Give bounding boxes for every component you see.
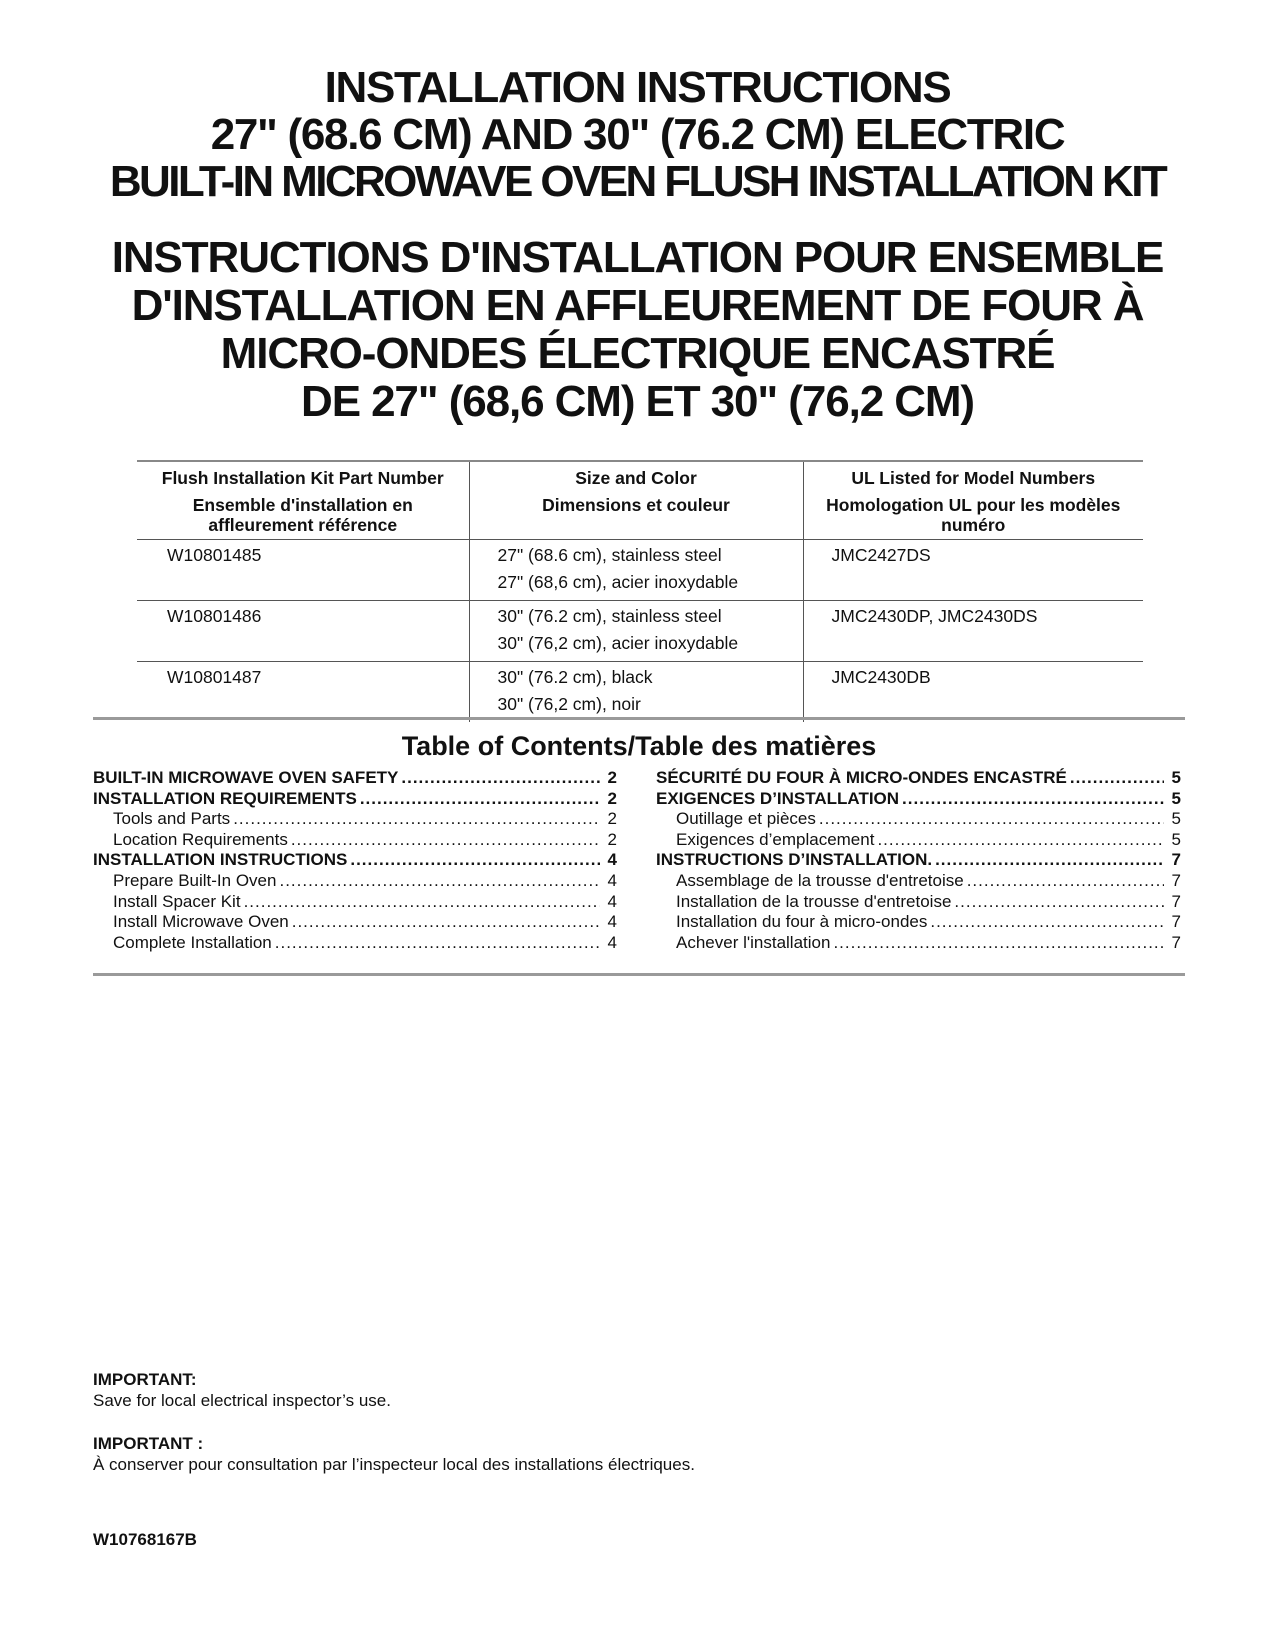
- toc-entry[interactable]: [93, 789, 617, 810]
- toc-page-number: 7: [1171, 850, 1181, 870]
- toc-page-number: 5: [1171, 829, 1181, 849]
- toc-leader: [275, 933, 600, 954]
- toc-leader: [930, 912, 1164, 933]
- toc-entry-text: Assemblage de la trousse d'entretoise: [676, 870, 964, 890]
- toc-leader: [350, 850, 600, 871]
- size-color-cell: [469, 540, 803, 601]
- toc-leader: [833, 933, 1164, 954]
- important-note-fr: [93, 1433, 695, 1475]
- divider-bottom: [93, 973, 1185, 976]
- toc-page-number: 2: [607, 809, 617, 829]
- toc-leader: [877, 830, 1164, 851]
- toc-leader: [967, 871, 1164, 892]
- toc-entry[interactable]: [656, 830, 1181, 851]
- toc-entry-text: Location Requirements: [113, 829, 288, 849]
- toc-entry-text: Installation du four à micro-ondes: [676, 912, 928, 932]
- toc-entry-text: Exigences d’emplacement: [676, 829, 875, 849]
- toc-page-number: 4: [607, 891, 617, 911]
- toc-entry-text: BUILT-IN MICROWAVE OVEN SAFETY: [93, 768, 399, 787]
- toc-entry[interactable]: [656, 768, 1181, 789]
- toc-entry[interactable]: [656, 871, 1181, 892]
- toc-entry[interactable]: [93, 830, 617, 851]
- toc-english: [93, 768, 617, 953]
- toc-leader: [902, 789, 1164, 810]
- title-line: D'INSTALLATION EN AFFLEUREMENT DE FOUR À: [131, 281, 1144, 330]
- title-line: DE 27" (68,6 CM) ET 30" (76,2 CM): [301, 377, 974, 426]
- toc-page-number: 2: [607, 829, 617, 849]
- model-numbers-cell: JMC2430DP, JMC2430DS: [803, 601, 1143, 662]
- size-fr: 30" (76,2 cm), acier inoxydable: [497, 633, 739, 653]
- table-row: [137, 662, 1143, 723]
- size-color-cell: [469, 601, 803, 662]
- title-line: MICRO-ONDES ÉLECTRIQUE ENCASTRÉ: [220, 329, 1055, 378]
- toc-entry[interactable]: [93, 809, 617, 830]
- toc-page-number: 2: [607, 768, 617, 787]
- important-label: IMPORTANT :: [93, 1434, 204, 1453]
- toc-page-number: 4: [607, 850, 617, 870]
- header-label-en: Flush Installation Kit Part Number: [161, 468, 444, 488]
- toc-page-number: 7: [1171, 870, 1181, 890]
- toc-leader: [360, 789, 600, 810]
- toc-page-number: 4: [607, 912, 617, 932]
- header-label-fr: Dimensions et couleur: [542, 495, 730, 515]
- table-row: [137, 540, 1143, 601]
- toc-entry-text: Install Spacer Kit: [113, 891, 241, 911]
- title-line: INSTRUCTIONS D'INSTALLATION POUR ENSEMBLE: [111, 233, 1164, 282]
- size-fr: 30" (76,2 cm), noir: [497, 694, 641, 714]
- toc-leader: [935, 850, 1164, 871]
- toc-leader: [292, 912, 600, 933]
- header-label-en: Size and Color: [575, 468, 697, 488]
- model-numbers-cell: JMC2427DS: [803, 540, 1143, 601]
- toc-entry[interactable]: [93, 933, 617, 954]
- toc-page-number: 5: [1171, 788, 1181, 808]
- toc-entry-text: INSTALLATION REQUIREMENTS: [93, 788, 357, 808]
- toc-entry[interactable]: [93, 871, 617, 892]
- toc-entry-text: Installation de la trousse d'entretoise: [676, 891, 952, 911]
- toc-entry-text: Prepare Built-In Oven: [113, 870, 277, 890]
- table-row: [137, 601, 1143, 662]
- header-label-en: UL Listed for Model Numbers: [851, 468, 1096, 488]
- toc-entry-text: Outillage et pièces: [676, 809, 816, 829]
- size-fr: 27" (68,6 cm), acier inoxydable: [497, 572, 739, 592]
- toc-page-number: 7: [1171, 932, 1181, 952]
- important-note-en: [93, 1369, 391, 1411]
- title-line: BUILT-IN MICROWAVE OVEN FLUSH INSTALLATION KIT: [109, 157, 1166, 206]
- toc-entry-text: INSTRUCTIONS D’INSTALLATION.: [656, 850, 933, 870]
- toc-page-number: 7: [1171, 912, 1181, 932]
- toc-page-number: 4: [607, 932, 617, 952]
- toc-leader: [291, 830, 600, 851]
- toc-title: Table of Contents/Table des matières: [401, 731, 877, 761]
- header-label-fr: Homologation UL pour les modèles numéro: [826, 495, 1121, 535]
- toc-page-number: 7: [1171, 891, 1181, 911]
- toc-entry[interactable]: [656, 789, 1181, 810]
- toc-entry[interactable]: [656, 850, 1181, 871]
- toc-entry-text: SÉCURITÉ DU FOUR À MICRO-ONDES ENCASTRÉ: [656, 768, 1067, 787]
- toc-entry[interactable]: [656, 933, 1181, 954]
- toc-entry[interactable]: [656, 912, 1181, 933]
- important-text: Save for local electrical inspector’s use.: [93, 1391, 391, 1410]
- header-model-numbers: [803, 461, 1143, 540]
- toc-entry[interactable]: [93, 850, 617, 871]
- toc-page-number: 5: [1171, 809, 1181, 829]
- title-english: [60, 64, 1215, 205]
- important-label: IMPORTANT:: [93, 1370, 197, 1389]
- toc-entry-text: Achever l'installation: [676, 932, 831, 952]
- toc-leader: [819, 809, 1164, 830]
- toc-page-number: 2: [607, 788, 617, 808]
- toc-leader: [244, 892, 600, 913]
- toc-leader: [233, 809, 600, 830]
- toc-entry[interactable]: [656, 892, 1181, 913]
- toc-entry-text: INSTALLATION INSTRUCTIONS: [93, 850, 348, 870]
- toc-entry-text: EXIGENCES D’INSTALLATION: [656, 788, 900, 808]
- table-header-row: [137, 461, 1143, 540]
- document-number: W10768167B: [93, 1530, 197, 1549]
- toc-leader: [279, 871, 600, 892]
- divider-top: [93, 717, 1185, 720]
- toc-entry-text: Complete Installation: [113, 932, 272, 952]
- toc-page-number: 4: [607, 870, 617, 890]
- size-color-cell: [469, 662, 803, 723]
- toc-entry[interactable]: [93, 768, 617, 789]
- toc-page-number: 5: [1171, 768, 1181, 787]
- size-en: 30" (76.2 cm), black: [497, 667, 653, 687]
- toc-leader: [401, 768, 600, 789]
- toc-entry-text: Tools and Parts: [113, 809, 231, 829]
- toc-leader: [954, 892, 1164, 913]
- header-size-color: [469, 461, 803, 540]
- size-en: 27" (68.6 cm), stainless steel: [497, 545, 722, 565]
- parts-table: [137, 460, 1143, 722]
- part-number-cell: W10801486: [137, 601, 469, 662]
- toc-entry[interactable]: [93, 912, 617, 933]
- header-label-fr: Ensemble d'installation en affleurement référence: [192, 495, 413, 535]
- part-number-cell: W10801487: [137, 662, 469, 723]
- toc-leader: [1070, 768, 1164, 789]
- title-french: [60, 234, 1215, 426]
- header-part-number: [137, 461, 469, 540]
- toc-entry[interactable]: [656, 809, 1181, 830]
- title-line: INSTALLATION INSTRUCTIONS: [324, 63, 951, 112]
- model-numbers-cell: JMC2430DB: [831, 667, 931, 687]
- toc-entry-text: Install Microwave Oven: [113, 912, 289, 932]
- size-en: 30" (76.2 cm), stainless steel: [497, 606, 722, 626]
- toc-french: [656, 768, 1181, 953]
- title-line: 27" (68.6 CM) AND 30" (76.2 CM) ELECTRIC: [210, 110, 1065, 159]
- important-text: À conserver pour consultation par l’inspecteur local des installations électriques.: [93, 1455, 695, 1474]
- part-number-cell: W10801485: [137, 540, 469, 601]
- toc-entry[interactable]: [93, 892, 617, 913]
